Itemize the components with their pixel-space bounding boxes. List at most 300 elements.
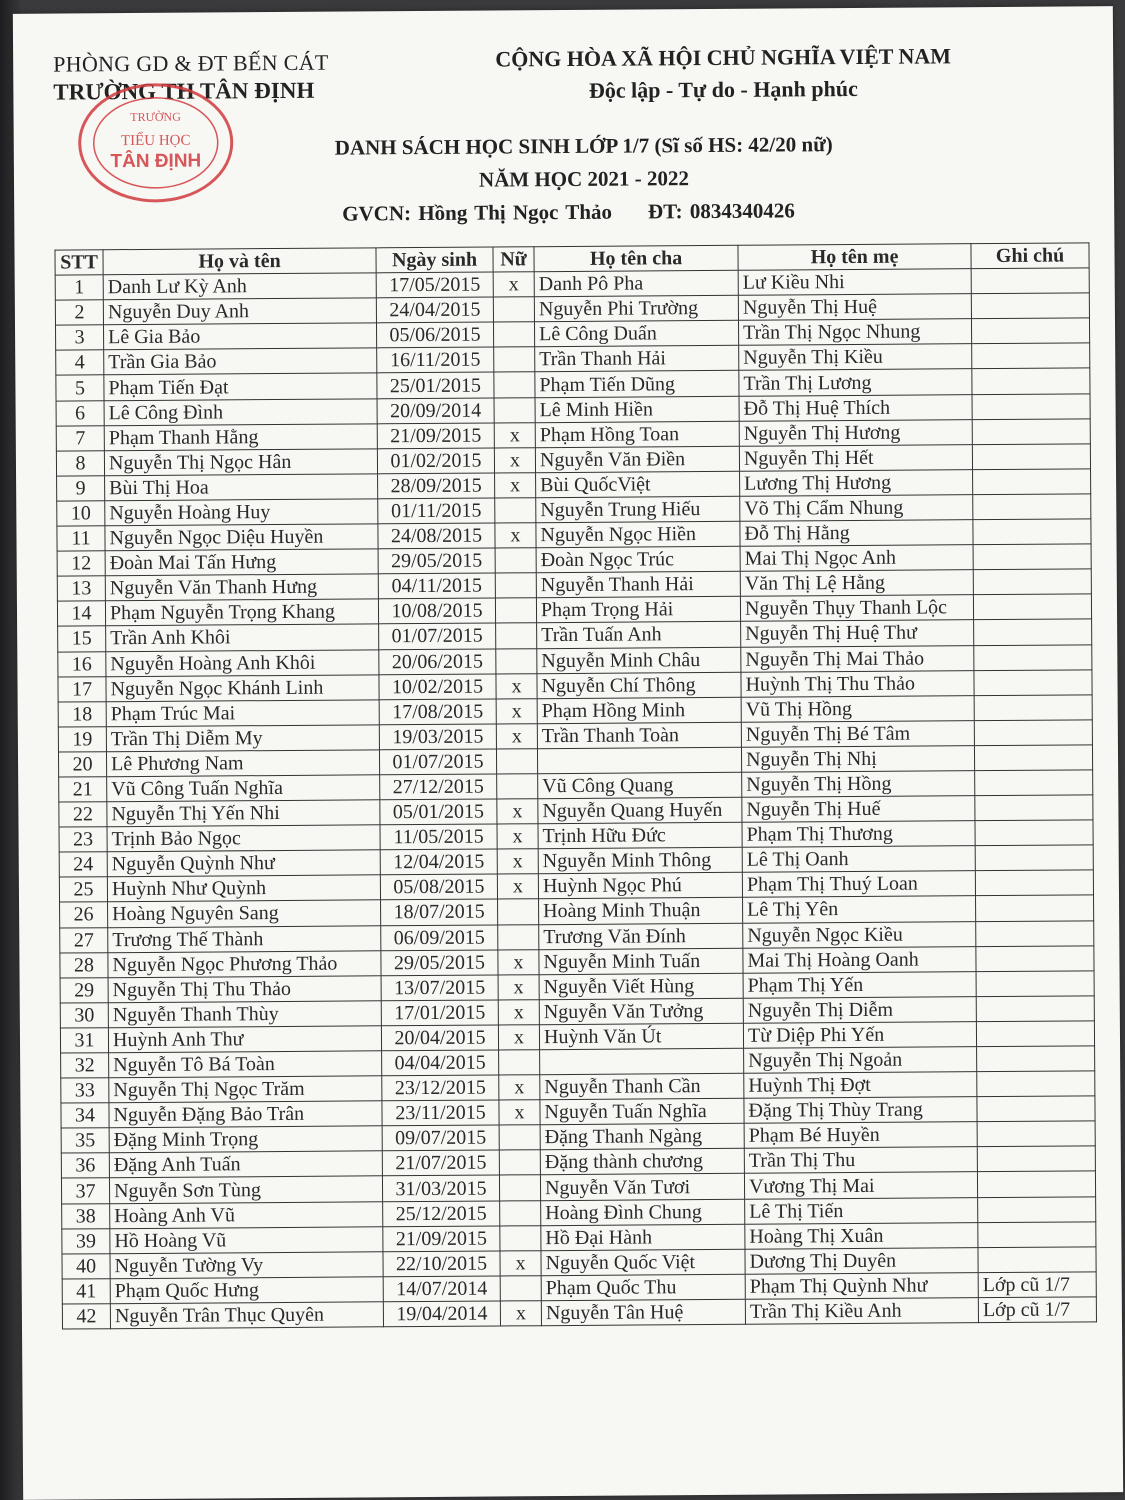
cell-female-mark [499, 1125, 540, 1150]
cell-mother-name: Vương Thị Mai [744, 1172, 977, 1199]
teacher-name: GVCN: Hồng Thị Ngọc Thảo [342, 199, 613, 226]
cell-female-mark: x [497, 849, 538, 874]
cell-student-name: Nguyễn Thanh Thùy [108, 1001, 381, 1028]
cell-father-name: Phạm Quốc Thu [541, 1274, 745, 1301]
cell-date-of-birth: 09/07/2015 [382, 1125, 499, 1151]
cell-mother-name: Huỳnh Thị Thu Thảo [741, 670, 974, 697]
cell-date-of-birth: 19/04/2014 [383, 1301, 500, 1327]
teacher-phone: ĐT: 0834340426 [647, 198, 795, 224]
cell-student-name: Đoàn Mai Tấn Hưng [105, 549, 378, 576]
cell-female-mark: x [496, 723, 537, 748]
cell-female-mark [495, 598, 536, 623]
cell-date-of-birth: 05/06/2015 [376, 322, 493, 348]
cell-note [976, 1021, 1094, 1047]
cell-student-name: Nguyễn Sơn Tùng [109, 1176, 382, 1203]
cell-female-mark [500, 1276, 541, 1301]
cell-mother-name: Phạm Thị Quỳnh Như [745, 1272, 978, 1299]
cell-female-mark: x [497, 824, 538, 849]
cell-female-mark: x [495, 473, 536, 498]
national-header [483, 43, 963, 104]
student-roster-table [54, 242, 1097, 1329]
cell-mother-name: Văn Thị Lệ Hằng [740, 570, 973, 597]
cell-student-name: Nguyễn Quỳnh Như [107, 850, 380, 877]
cell-father-name: Trần Thanh Toàn [537, 722, 741, 749]
cell-female-mark [498, 899, 539, 924]
cell-female-mark [499, 1175, 540, 1200]
cell-mother-name: Đặng Thị Thùy Trang [744, 1097, 977, 1124]
cell-note [977, 1171, 1095, 1197]
cell-note [976, 971, 1094, 997]
cell-note [974, 619, 1092, 645]
cell-date-of-birth: 27/12/2015 [380, 774, 497, 800]
cell-female-mark [496, 623, 537, 648]
cell-stt: 17 [58, 676, 106, 701]
cell-mother-name: Lê Thị Tiến [745, 1197, 978, 1224]
school-name: TRƯỜNG TH TÂN ĐỊNH [53, 77, 315, 105]
cell-note [971, 293, 1089, 319]
cell-note [974, 669, 1092, 695]
cell-mother-name: Nguyễn Thị Ngoản [744, 1047, 977, 1074]
cell-father-name: Nguyễn Chí Thông [537, 672, 741, 699]
title-class-list: DANH SÁCH HỌC SINH LỚP 1/7 (Sĩ số HS: 42/20 nữ) [334, 132, 833, 160]
cell-date-of-birth: 13/07/2015 [381, 975, 498, 1001]
cell-father-name: Nguyễn Quang Huyến [538, 797, 742, 824]
cell-father-name: Nguyễn Tân Huệ [541, 1299, 745, 1326]
cell-date-of-birth: 28/09/2015 [378, 473, 495, 499]
table-body [55, 268, 1096, 1329]
cell-mother-name: Võ Thị Cẩm Nhung [740, 495, 973, 522]
cell-note [977, 1146, 1095, 1172]
cell-father-name: Nguyễn Trung Hiếu [536, 496, 740, 523]
cell-date-of-birth: 14/07/2014 [383, 1276, 500, 1302]
department-name: PHÒNG GD & ĐT BẾN CÁT [53, 49, 329, 77]
cell-note [971, 268, 1089, 294]
cell-stt: 32 [61, 1053, 109, 1078]
cell-father-name [537, 747, 741, 774]
cell-stt: 15 [58, 626, 106, 651]
cell-date-of-birth: 21/07/2015 [382, 1150, 499, 1176]
cell-note [973, 519, 1091, 545]
cell-mother-name: Lương Thị Hương [740, 470, 973, 497]
cell-date-of-birth: 17/01/2015 [381, 1000, 498, 1026]
cell-note [973, 494, 1091, 520]
cell-student-name: Đặng Anh Tuấn [109, 1151, 382, 1178]
cell-student-name: Nguyễn Đặng Bảo Trân [109, 1101, 382, 1128]
cell-date-of-birth: 22/10/2015 [383, 1251, 500, 1277]
cell-mother-name: Trần Thị Thu [744, 1147, 977, 1174]
cell-mother-name: Vũ Thị Hồng [741, 695, 974, 722]
cell-note [977, 1046, 1095, 1072]
cell-note [972, 343, 1090, 369]
cell-student-name: Nguyễn Hoàng Huy [105, 499, 378, 526]
cell-father-name: Hoàng Minh Thuận [539, 898, 743, 925]
cell-student-name: Nguyễn Thị Ngọc Trăm [109, 1076, 382, 1103]
cell-mother-name: Dương Thị Duyên [745, 1247, 978, 1274]
cell-date-of-birth: 05/08/2015 [380, 874, 497, 900]
cell-student-name: Danh Lư Kỳ Anh [103, 273, 376, 300]
cell-date-of-birth: 18/07/2015 [381, 899, 498, 925]
cell-note [976, 920, 1094, 946]
cell-student-name: Nguyễn Thị Ngọc Hân [104, 449, 377, 476]
cell-date-of-birth: 25/01/2015 [377, 372, 494, 398]
cell-stt: 4 [56, 350, 104, 375]
cell-note [975, 870, 1093, 896]
cell-date-of-birth: 16/11/2015 [377, 347, 494, 373]
cell-date-of-birth: 29/05/2015 [378, 548, 495, 574]
cell-father-name: Nguyễn Ngọc Hiền [536, 521, 740, 548]
cell-stt: 34 [61, 1103, 109, 1128]
cell-father-name: Phạm Trọng Hải [536, 597, 740, 624]
cell-female-mark: x [493, 272, 534, 297]
cell-student-name: Vũ Công Tuấn Nghĩa [107, 775, 380, 802]
cell-female-mark: x [496, 698, 537, 723]
cell-female-mark [494, 397, 535, 422]
cell-mother-name: Phạm Bé Huyền [744, 1122, 977, 1149]
cell-date-of-birth: 25/12/2015 [383, 1201, 500, 1227]
cell-note [971, 318, 1089, 344]
cell-stt: 29 [60, 977, 108, 1002]
cell-stt: 31 [60, 1028, 108, 1053]
cell-student-name: Nguyễn Ngọc Phương Thảo [108, 950, 381, 977]
cell-stt: 42 [62, 1304, 110, 1329]
cell-female-mark: x [498, 1025, 539, 1050]
cell-note [978, 1247, 1096, 1273]
cell-mother-name: Mai Thị Hoàng Oanh [743, 946, 976, 973]
cell-date-of-birth: 23/12/2015 [382, 1075, 499, 1101]
cell-mother-name: Nguyễn Thị Hồng [742, 771, 975, 798]
cell-date-of-birth: 23/11/2015 [382, 1100, 499, 1126]
cell-note [975, 795, 1093, 821]
cell-mother-name: Nguyễn Ngọc Kiều [743, 921, 976, 948]
cell-female-mark: x [500, 1250, 541, 1275]
cell-father-name: Phạm Hồng Toan [535, 421, 739, 448]
cell-note: Lớp cũ 1/7 [978, 1297, 1096, 1323]
cell-date-of-birth: 01/07/2015 [379, 749, 496, 775]
cell-stt: 27 [60, 927, 108, 952]
cell-stt: 11 [57, 526, 105, 551]
cell-stt: 23 [59, 827, 107, 852]
cell-student-name: Phạm Quốc Hưng [110, 1277, 383, 1304]
cell-student-name: Trần Anh Khôi [106, 624, 379, 651]
cell-female-mark: x [496, 673, 537, 698]
cell-date-of-birth: 24/04/2015 [376, 297, 493, 323]
cell-mother-name: Nguyễn Thị Nhị [741, 746, 974, 773]
cell-female-mark [495, 573, 536, 598]
cell-note [973, 594, 1091, 620]
cell-note [972, 419, 1090, 445]
cell-stt: 20 [58, 752, 106, 777]
cell-student-name: Huỳnh Anh Thư [108, 1026, 381, 1053]
cell-stt: 19 [58, 727, 106, 752]
cell-female-mark: x [497, 874, 538, 899]
cell-student-name: Trịnh Bảo Ngọc [107, 825, 380, 852]
cell-father-name: Nguyễn Quốc Việt [541, 1249, 745, 1276]
cell-note [976, 895, 1094, 921]
cell-female-mark [493, 322, 534, 347]
cell-stt: 6 [56, 400, 104, 425]
cell-mother-name: Đỗ Thị Hằng [740, 520, 973, 547]
cell-stt: 39 [62, 1228, 110, 1253]
cell-stt: 21 [59, 777, 107, 802]
stamp-text-name: TÂN ĐỊNH [110, 150, 202, 173]
cell-note [977, 1121, 1095, 1147]
cell-female-mark [499, 1050, 540, 1075]
column-header-name: Họ và tên [103, 248, 376, 275]
cell-father-name: Nguyễn Văn Tươi [540, 1174, 744, 1201]
cell-student-name: Phạm Tiến Đạt [104, 373, 377, 400]
cell-father-name: Nguyễn Thanh Cần [540, 1073, 744, 1100]
cell-date-of-birth: 01/11/2015 [378, 498, 495, 524]
cell-date-of-birth: 20/06/2015 [379, 649, 496, 675]
cell-father-name: Phạm Hồng Minh [537, 697, 741, 724]
cell-note [974, 644, 1092, 670]
cell-note [978, 1221, 1096, 1247]
cell-date-of-birth: 01/02/2015 [377, 448, 494, 474]
cell-stt: 33 [61, 1078, 109, 1103]
cell-father-name: Danh Pô Pha [534, 270, 738, 297]
cell-mother-name: Nguyễn Thị Hết [739, 444, 972, 471]
cell-student-name: Bùi Thị Hoa [105, 474, 378, 501]
cell-date-of-birth: 21/09/2015 [383, 1226, 500, 1252]
cell-date-of-birth: 10/08/2015 [378, 598, 495, 624]
cell-father-name: Trần Tuấn Anh [537, 622, 741, 649]
cell-date-of-birth: 04/04/2015 [382, 1050, 499, 1076]
cell-mother-name: Lư Kiều Nhi [738, 269, 971, 296]
cell-date-of-birth: 17/05/2015 [376, 272, 493, 298]
cell-student-name: Nguyễn Thị Yến Nhi [107, 800, 380, 827]
stamp-text-top: TRƯỜNG [130, 109, 181, 125]
cell-stt: 14 [57, 601, 105, 626]
cell-female-mark: x [498, 1000, 539, 1025]
cell-female-mark [494, 372, 535, 397]
cell-stt: 25 [59, 877, 107, 902]
cell-student-name: Phạm Nguyễn Trọng Khang [105, 599, 378, 626]
cell-mother-name: Từ Diệp Phi Yến [743, 1022, 976, 1049]
cell-date-of-birth: 04/11/2015 [378, 573, 495, 599]
cell-student-name: Nguyễn Trân Thục Quyên [110, 1302, 383, 1329]
document-title [264, 132, 905, 227]
cell-father-name: Nguyễn Văn Tưởng [539, 998, 743, 1025]
cell-student-name: Huỳnh Như Quỳnh [107, 875, 380, 902]
cell-father-name: Bùi QuốcViệt [536, 471, 740, 498]
cell-stt: 1 [55, 275, 103, 300]
cell-father-name: Đặng thành chương [540, 1149, 744, 1176]
column-header-stt: STT [55, 250, 103, 275]
cell-date-of-birth: 21/09/2015 [377, 423, 494, 449]
cell-mother-name: Phạm Thị Yến [743, 971, 976, 998]
cell-student-name: Nguyễn Ngọc Khánh Linh [106, 674, 379, 701]
cell-student-name: Lê Công Đình [104, 398, 377, 425]
cell-stt: 36 [61, 1153, 109, 1178]
cell-female-mark [495, 498, 536, 523]
cell-note [976, 945, 1094, 971]
cell-father-name: Đặng Thanh Ngàng [540, 1124, 744, 1151]
cell-date-of-birth: 31/03/2015 [382, 1175, 499, 1201]
cell-mother-name: Lê Thị Yên [743, 896, 976, 923]
cell-date-of-birth: 20/04/2015 [381, 1025, 498, 1051]
cell-female-mark: x [498, 974, 539, 999]
cell-stt: 28 [60, 952, 108, 977]
cell-date-of-birth: 01/07/2015 [379, 623, 496, 649]
cell-stt: 8 [56, 450, 104, 475]
cell-father-name: Lê Công Duẩn [534, 321, 738, 348]
cell-student-name: Nguyễn Hoàng Anh Khôi [106, 649, 379, 676]
cell-stt: 22 [59, 802, 107, 827]
cell-mother-name: Trần Thị Ngọc Nhung [738, 319, 971, 346]
cell-father-name: Nguyễn Văn Điền [535, 446, 739, 473]
cell-stt: 16 [58, 651, 106, 676]
cell-student-name: Lê Gia Bảo [104, 323, 377, 350]
cell-mother-name: Nguyễn Thị Hương [739, 419, 972, 446]
cell-female-mark: x [499, 1100, 540, 1125]
cell-female-mark [500, 1225, 541, 1250]
cell-date-of-birth: 20/09/2014 [377, 398, 494, 424]
cell-father-name: Phạm Tiến Dũng [535, 371, 739, 398]
cell-mother-name: Nguyễn Thị Kiều [739, 344, 972, 371]
cell-father-name: Nguyễn Tuấn Nghĩa [540, 1098, 744, 1125]
column-header-female: Nữ [493, 247, 534, 272]
cell-note [975, 845, 1093, 871]
cell-father-name: Nguyễn Phi Trường [534, 295, 738, 322]
column-header-note: Ghi chú [971, 243, 1089, 269]
cell-father-name: Hồ Đại Hành [541, 1224, 745, 1251]
cell-mother-name: Mai Thị Ngọc Anh [740, 545, 973, 572]
cell-female-mark [500, 1200, 541, 1225]
cell-note [973, 544, 1091, 570]
cell-female-mark [499, 1150, 540, 1175]
cell-note [975, 770, 1093, 796]
cell-mother-name: Đỗ Thị Huệ Thích [739, 394, 972, 421]
school-seal-stamp [75, 80, 236, 206]
cell-date-of-birth: 05/01/2015 [380, 799, 497, 825]
cell-date-of-birth: 24/08/2015 [378, 523, 495, 549]
stamp-text-mid: TIỂU HỌC [120, 132, 191, 150]
cell-student-name: Hoàng Anh Vũ [110, 1201, 383, 1228]
cell-father-name: Lê Minh Hiền [535, 396, 739, 423]
cell-mother-name: Nguyễn Thị Huế [742, 796, 975, 823]
cell-student-name: Nguyễn Duy Anh [103, 298, 376, 325]
cell-mother-name: Nguyễn Thụy Thanh Lộc [740, 595, 973, 622]
cell-female-mark [496, 648, 537, 673]
cell-note [974, 745, 1092, 771]
cell-stt: 10 [57, 501, 105, 526]
cell-date-of-birth: 12/04/2015 [380, 849, 497, 875]
cell-stt: 30 [60, 1003, 108, 1028]
cell-father-name: Trương Văn Đính [539, 923, 743, 950]
cell-date-of-birth: 10/02/2015 [379, 674, 496, 700]
cell-note [976, 996, 1094, 1022]
cell-mother-name: Phạm Thị Thương [742, 821, 975, 848]
column-header-dob: Ngày sinh [376, 247, 493, 273]
cell-student-name: Lê Phương Nam [106, 750, 379, 777]
cell-student-name: Nguyễn Văn Thanh Hưng [105, 574, 378, 601]
cell-father-name: Trần Thanh Hải [535, 346, 739, 373]
cell-father-name: Nguyễn Viết Hùng [539, 973, 743, 1000]
cell-student-name: Đặng Minh Trọng [109, 1126, 382, 1153]
cell-stt: 2 [55, 300, 103, 325]
cell-student-name: Phạm Trúc Mai [106, 700, 379, 727]
cell-note [973, 469, 1091, 495]
cell-student-name: Trương Thế Thành [108, 925, 381, 952]
cell-note [975, 820, 1093, 846]
cell-student-name: Nguyễn Tường Vy [110, 1252, 383, 1279]
cell-stt: 35 [61, 1128, 109, 1153]
cell-female-mark: x [497, 799, 538, 824]
column-header-father: Họ tên cha [534, 245, 738, 272]
cell-student-name: Trần Thị Diễm My [106, 725, 379, 752]
cell-father-name: Vũ Công Quang [538, 772, 742, 799]
cell-note: Lớp cũ 1/7 [978, 1272, 1096, 1298]
cell-father-name: Huỳnh Ngọc Phú [538, 873, 742, 900]
cell-father-name: Nguyễn Minh Châu [537, 647, 741, 674]
cell-female-mark: x [498, 949, 539, 974]
cell-mother-name: Nguyễn Thị Huệ Thư [741, 620, 974, 647]
cell-father-name: Trịnh Hữu Đức [538, 822, 742, 849]
cell-female-mark: x [494, 422, 535, 447]
cell-female-mark [496, 749, 537, 774]
cell-date-of-birth: 11/05/2015 [380, 824, 497, 850]
cell-stt: 7 [56, 425, 104, 450]
title-school-year: NĂM HỌC 2021 - 2022 [478, 166, 690, 192]
cell-stt: 13 [57, 576, 105, 601]
cell-female-mark: x [499, 1075, 540, 1100]
cell-stt: 18 [58, 701, 106, 726]
cell-father-name: Nguyễn Minh Thông [538, 848, 742, 875]
cell-note [974, 720, 1092, 746]
cell-note [972, 444, 1090, 470]
cell-mother-name: Trần Thị Kiều Anh [745, 1298, 978, 1325]
cell-father-name [540, 1048, 744, 1075]
cell-note [972, 368, 1090, 394]
cell-note [973, 569, 1091, 595]
cell-student-name: Hoàng Nguyên Sang [108, 900, 381, 927]
cell-stt: 12 [57, 551, 105, 576]
cell-mother-name: Nguyễn Thị Huệ [738, 294, 971, 321]
cell-mother-name: Hoàng Thị Xuân [745, 1222, 978, 1249]
cell-female-mark [497, 774, 538, 799]
cell-stt: 24 [59, 852, 107, 877]
cell-student-name: Nguyễn Tô Bá Toàn [109, 1051, 382, 1078]
cell-mother-name: Trần Thị Lương [739, 369, 972, 396]
cell-stt: 41 [62, 1279, 110, 1304]
cell-female-mark [495, 548, 536, 573]
cell-mother-name: Phạm Thị Thuý Loan [742, 871, 975, 898]
cell-date-of-birth: 29/05/2015 [381, 950, 498, 976]
cell-father-name: Hoàng Đình Chung [541, 1199, 745, 1226]
cell-date-of-birth: 06/09/2015 [381, 925, 498, 951]
nation-title: CỘNG HÒA XÃ HỘI CHỦ NGHĨA VIỆT NAM [495, 43, 952, 72]
cell-mother-name: Huỳnh Thị Đợt [744, 1072, 977, 1099]
cell-note [977, 1071, 1095, 1097]
cell-female-mark [493, 297, 534, 322]
cell-father-name: Nguyễn Thanh Hải [536, 572, 740, 599]
cell-father-name: Nguyễn Minh Tuấn [539, 948, 743, 975]
cell-mother-name: Nguyễn Thị Bé Tâm [741, 720, 974, 747]
cell-stt: 40 [62, 1253, 110, 1278]
cell-stt: 3 [56, 325, 104, 350]
cell-father-name: Đoàn Ngọc Trúc [536, 546, 740, 573]
cell-student-name: Nguyễn Thị Thu Thảo [108, 976, 381, 1003]
cell-stt: 9 [57, 476, 105, 501]
cell-date-of-birth: 17/08/2015 [379, 699, 496, 725]
cell-student-name: Phạm Thanh Hằng [104, 423, 377, 450]
cell-mother-name: Nguyễn Thị Mai Thảo [741, 645, 974, 672]
cell-stt: 37 [61, 1178, 109, 1203]
cell-stt: 26 [60, 902, 108, 927]
cell-female-mark [498, 924, 539, 949]
title-teacher-line [264, 198, 904, 227]
cell-mother-name: Lê Thị Oanh [742, 846, 975, 873]
